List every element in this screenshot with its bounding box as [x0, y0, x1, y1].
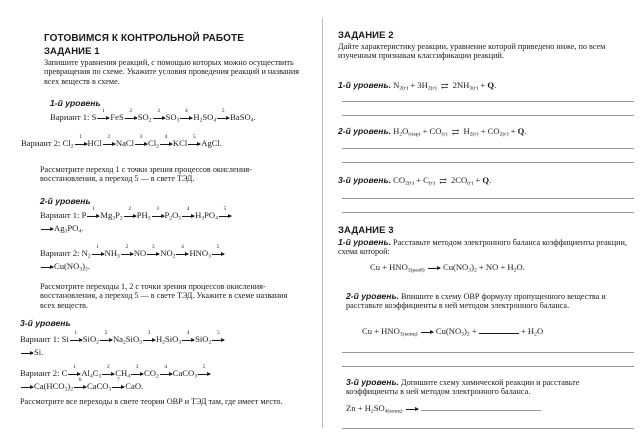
answer-line[interactable] — [342, 366, 634, 367]
answer-line[interactable] — [342, 212, 634, 213]
task3-l3: 3-й уровень. Допишите схему химической реакции и расставьте коэффициенты в ней методом электронного баланса. — [346, 377, 580, 397]
l3-variant2-cont: $Ca(HCO_3)_2$ 6 CaCO$_3$ 7 CaO. — [20, 381, 306, 392]
l3-variant1: Вариант 1: Si 1 SiO$_2$ 2 $Na_2SiO_3$ 3 $H_2SiO_3$ 4 SiO$_2$ 5 — [20, 334, 306, 345]
task3-l2-eq: $Cu + HNO_{3(конц)}$ $Cu(NO_3)_2$ + + $H_2O$ — [362, 326, 544, 338]
l1-variant1: Вариант 1: S 1 FeS 2 $SO_2$ 3 $SO_3$ 4 $H_2SO_4$ 5 BaSO$_4$. — [50, 108, 256, 124]
answer-line[interactable] — [342, 101, 634, 102]
answer-line[interactable] — [342, 198, 634, 199]
task2-title: ЗАДАНИЕ 2 — [338, 30, 394, 41]
task2-l2-eq: 2-й уровень. $H_2O_{(пар)} + CO_{(г)}$ ⇄ $H_{2(г)} + CO_{2(г)} + Q$. — [338, 126, 527, 138]
l1-variant2: Вариант 2: $Cl_2$ 1 HCl 2 NaCl 3 $Cl_2$ 4 KCl 5 AgCl. — [21, 134, 223, 150]
task1-level1: 1-й уровень — [50, 98, 101, 108]
answer-line[interactable] — [342, 428, 634, 429]
answer-line[interactable] — [342, 115, 634, 116]
l2-variant1-cont: $Ag_3PO_4$. — [40, 223, 306, 234]
task1-text: Запишите уравнения реакций, с помощью которых можно осуществить превращения по схеме. Укажите условия проведения реакций и названия всех веществ в схеме. — [44, 58, 300, 86]
answer-line[interactable] — [342, 162, 634, 163]
task3-l3-eq: $Zn + H_2SO_{4(конц)}$ — [346, 403, 634, 414]
task1-level3: 3-й уровень — [20, 318, 71, 328]
task2-l3-eq: 3-й уровень. $CO_{2(г)} + C_{(т)}$ ⇄ $2CO_{(г)} + Q$. — [338, 175, 492, 187]
task2-l1-eq: 1-й уровень. $N_{2(г)} + 3H_{2(г)}$ ⇄ $2NH_{3(г)} + Q$. — [338, 80, 497, 92]
task1-para3: Рассмотрите все переходы в свете теории ОВР и ТЭД там, где имеет место. — [20, 397, 283, 406]
l3-variant1-cont: Si. — [20, 347, 306, 358]
task3-l1: 1-й уровень. Расставьте методом электронного баланса коэффициенты реакции, схема которой: — [338, 237, 627, 257]
l3-variant2: Вариант 2: C 1 $Al_4C_3$ 2 $CH_4$ 3 $CO_2$ 4 CaCO$_3$ 5 — [20, 368, 306, 379]
task1-title: ЗАДАНИЕ 1 — [44, 46, 100, 57]
l2-variant2-cont: $Cu(NO_3)_2$. — [40, 261, 306, 272]
task3-l1-eq: $Cu + HNO_{3(разб)}$ $Cu(NO_3)_2$ + NO + $H_2O$. — [370, 262, 525, 274]
task1-para1: Рассмотрите переход 1 с точки зрения процессов окисления-восстановления, а переход 5 — в свете ТЭД. — [40, 165, 252, 184]
blank-field[interactable] — [421, 410, 541, 411]
answer-line[interactable] — [342, 148, 634, 149]
left-column — [6, 0, 306, 438]
l2-variant1: Вариант 1: P 1 $Mg_3P_2$ 2 $PH_3$ 3 $P_2O_5$ 4 $H_3PO_4$ 5 — [40, 210, 306, 221]
task3-l2: 2-й уровень. Впишите в схему ОВР формулу пропущенного вещества и расставьте коэффициенты в ней методом электронного баланса. — [346, 291, 606, 311]
answer-line[interactable] — [342, 352, 634, 353]
task1-level2: 2-й уровень — [40, 196, 91, 206]
page-title: ГОТОВИМСЯ К КОНТРОЛЬНОЙ РАБОТЕ — [44, 33, 244, 44]
l2-variant2: Вариант 2: $N_2$ 1 $NH_3$ 2 NO 3 $NO_2$ 4 $HNO_3$ 5 — [40, 248, 306, 259]
task1-para2: Рассмотрите переходы 1, 2 с точки зрения процессов окисления-восстановления, а переход 5 — в свете ТЭД. Укажите в схеме названия всех веществ. — [40, 282, 288, 310]
task2-text: Дайте характеристику реакции, уравнение которой приведено ниже, по всем изученным признакам классификации реакций. — [338, 42, 606, 61]
blank-field[interactable] — [479, 333, 519, 334]
task3-title: ЗАДАНИЕ 3 — [338, 225, 394, 236]
column-divider — [322, 18, 323, 428]
right-column — [334, 0, 634, 438]
